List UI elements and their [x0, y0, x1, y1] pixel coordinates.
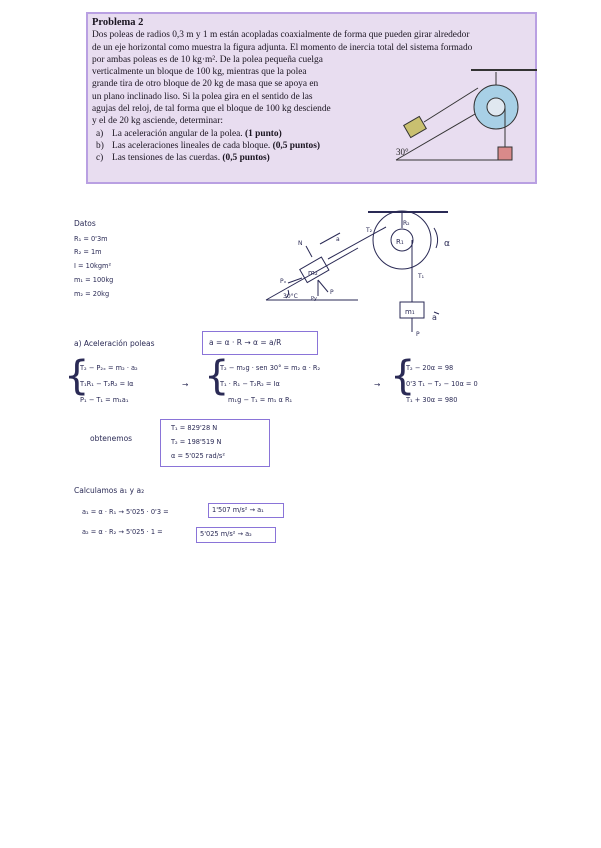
result-t2: T₂ = 198'519 N	[171, 438, 222, 446]
dato-m1: m₁ = 100kg	[74, 276, 114, 284]
problem-line: por ambas poleas es de 10 kg·m². De la polea pequeña cuelga	[92, 54, 323, 65]
a1-expression: a₁ = α · R₁ → 5'025 · 0'3 =	[82, 508, 169, 516]
problem-item-c: c) Las tensiones de las cuerdas. (0,5 puntos)	[96, 153, 270, 164]
problem-item-a: a) La aceleración angular de la polea. (1 punto)	[96, 128, 282, 139]
a2-result: 5'025 m/s² → a₂	[200, 530, 252, 538]
dato-r2: R₂ = 1m	[74, 248, 102, 256]
problem-line: y el de 20 kg asciende, determinar:	[92, 116, 223, 127]
svg-text:a: a	[336, 236, 340, 243]
svg-text:T₂: T₂	[366, 227, 373, 234]
svg-text:m₁: m₁	[405, 308, 415, 316]
problem-line: agujas del reloj, de tal forma que el bloque de 100 kg desciende	[92, 104, 331, 115]
obtenemos-label: obtenemos	[90, 434, 133, 443]
svg-text:m₂: m₂	[308, 269, 318, 277]
brace-right: {	[390, 353, 416, 399]
problem-line: verticalmente un bloque de 100 kg, mientras que la polea	[92, 67, 307, 78]
arrow: →	[374, 380, 381, 389]
relation-box	[202, 331, 318, 355]
equation: T₁ · R₁ − T₂R₂ = Iα	[220, 380, 280, 388]
problem-title: Problema 2	[92, 17, 144, 28]
svg-text:R₂: R₂	[403, 220, 410, 227]
problem-line: un plano inclinado liso. Si la polea gira en el sentido de las	[92, 91, 313, 102]
problem-line: de un eje horizontal como muestra la figura adjunta. El momento de inercia total del sistema formado	[92, 42, 473, 53]
equation: P₁ − T₁ = m₁a₁	[80, 396, 129, 404]
dato-inertia: I = 10kgm²	[74, 262, 112, 270]
svg-text:30°: 30°	[396, 147, 409, 157]
equation: 0'3 T₁ − T₂ − 10α = 0	[406, 380, 478, 388]
svg-text:a: a	[432, 313, 437, 322]
part-a-label: a) Aceleración poleas	[74, 339, 155, 348]
part-b-label: Calculamos a₁ y a₂	[74, 486, 145, 495]
result-alpha: α = 5'025 rad/s²	[171, 452, 225, 460]
equation: T₂ − 20α = 98	[406, 364, 454, 372]
equation: m₁g − T₁ = m₁ α R₁	[228, 396, 293, 404]
svg-text:T₁: T₁	[418, 273, 425, 280]
svg-text:30°C: 30°C	[283, 293, 298, 300]
a2-expression: a₂ = α · R₂ → 5'025 · 1 =	[82, 528, 163, 536]
equation: T₂ − m₂g · sen 30° = m₂ α · R₂	[220, 364, 321, 372]
results-box	[160, 419, 270, 467]
result-t1: T₁ = 829'28 N	[171, 424, 218, 432]
svg-text:Pₓ: Pₓ	[280, 278, 287, 285]
arrow: →	[182, 380, 189, 389]
equation: T₂ − P₂ₓ = m₂ · a₂	[80, 364, 138, 372]
problem-item-b: b) Las aceleraciones lineales de cada bloque. (0,5 puntos)	[96, 140, 320, 151]
problem-line: Dos poleas de radios 0,3 m y 1 m están acopladas coaxialmente de forma que pueden girar alrededor	[92, 30, 470, 41]
equation: T₁R₁ − T₂R₂ = Iα	[80, 380, 134, 388]
svg-text:α: α	[444, 239, 450, 249]
svg-text:P: P	[330, 289, 334, 296]
relation-text: a = α · R → α = a/R	[209, 338, 282, 347]
problem-line: grande tira de otro bloque de 20 kg de masa que se apoya en	[92, 79, 319, 90]
a2-result-box	[196, 527, 276, 543]
dato-r1: R₁ = 0'3m	[74, 235, 108, 243]
datos-title: Datos	[74, 219, 96, 228]
brace-mid: {	[204, 353, 230, 399]
svg-text:R₁: R₁	[396, 238, 404, 246]
svg-text:Py: Py	[311, 296, 317, 302]
a1-result-box	[208, 503, 284, 518]
dato-m2: m₂ = 20kg	[74, 290, 110, 298]
svg-text:P: P	[416, 331, 420, 338]
a1-result: 1'507 m/s² → a₁	[212, 506, 264, 514]
brace-left: {	[64, 353, 90, 399]
svg-text:N: N	[298, 240, 303, 247]
equation: T₁ + 30α = 980	[406, 396, 458, 404]
